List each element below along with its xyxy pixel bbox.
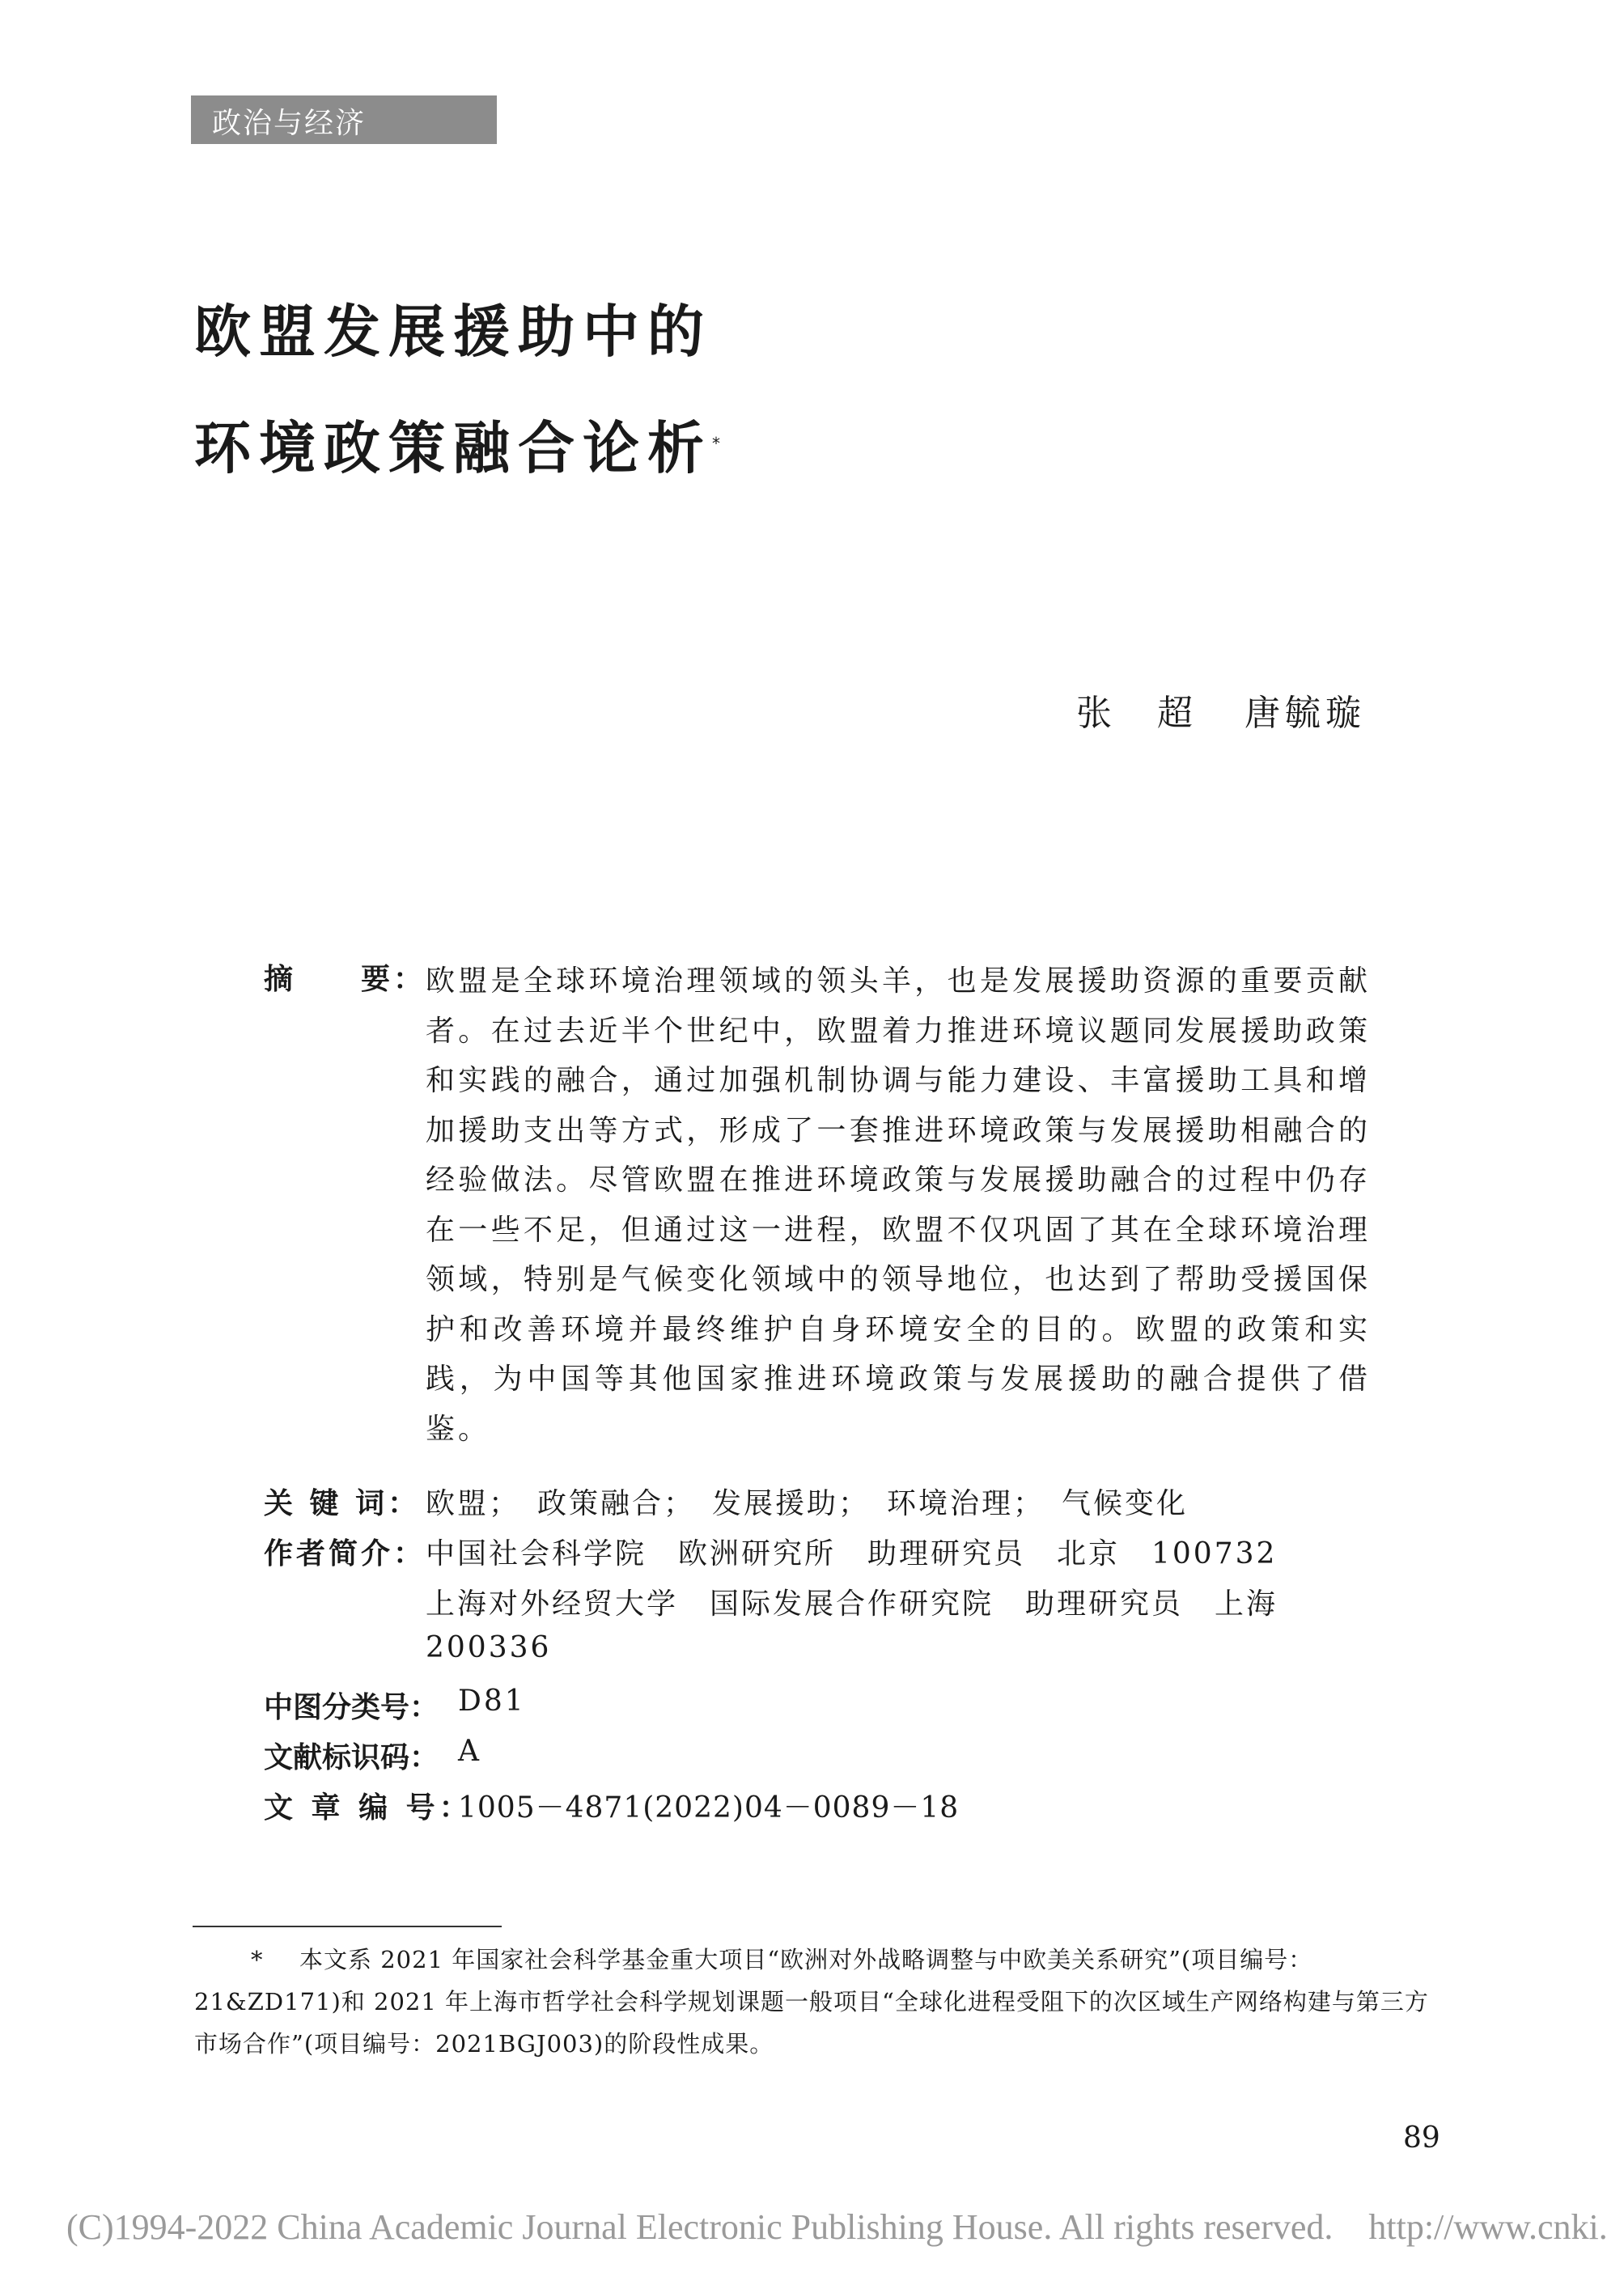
section-tag-label: 政治与经济 <box>212 107 367 140</box>
document-code-value: A <box>458 1735 481 1768</box>
article-number-value: 1005－4871(2022)04－0089－18 <box>458 1791 960 1825</box>
footnote <box>194 1939 1437 2065</box>
page-number: 89 <box>1403 2121 1440 2155</box>
article-number-label: 文 章 编 号： <box>264 1791 473 1825</box>
abstract-label: 摘 要： <box>264 963 426 996</box>
footnote-divider <box>193 1926 502 1927</box>
author-list <box>1076 684 1397 735</box>
author-info-line-1: 中国社会科学院 欧洲研究所 助理研究员 北京 100732 <box>426 1537 1278 1570</box>
section-tag <box>191 95 497 144</box>
abstract-text: 欧盟是全球环境治理领域的领头羊，也是发展援助资源的重要贡献者。在过去近半个世纪中，欧盟着力推进环境议题同发展援助政策和实践的融合，通过加强机制协调与能力建设、丰富援助工具和增加援助支出等方式，形成了一套推进环境政策与发展援助相融合的经验做法。尽管欧盟在推进环境政策与发展援助融合的过程中仍存在一些不足，但通过这一进程，欧盟不仅巩固了其在全球环境治理领域，特别是气候变化领域中的领导地位，也达到了帮助受援国保护和改善环境并最终维护自身环境安全的目的。欧盟的政策和实践，为中国等其他国家推进环境政策与发展援助的融合提供了借鉴。 <box>426 964 1371 1446</box>
keywords-text: 欧盟； 政策融合； 发展援助； 环境治理； 气候变化 <box>426 1487 1189 1520</box>
article-title <box>194 273 720 506</box>
copyright-watermark: (C)1994-2022 China Academic Journal Electronic Publishing House. All rights reserved. http://www.cnki. <box>66 2207 1608 2247</box>
author-1: 张 超 <box>1076 693 1198 734</box>
author-2: 唐毓璇 <box>1245 693 1366 734</box>
title-line-2 <box>194 390 720 506</box>
document-code-label: 文献标识码： <box>264 1741 439 1774</box>
author-info-line-3: 200336 <box>426 1631 552 1664</box>
classification-value: D81 <box>458 1685 526 1718</box>
classification-label: 中图分类号： <box>264 1691 439 1724</box>
title-line-1: 欧盟发展援助中的 <box>194 299 712 365</box>
author-info-label: 作者简介： <box>264 1537 426 1570</box>
author-info-line-2: 上海对外经贸大学 国际发展合作研究院 助理研究员 上海 <box>426 1587 1278 1621</box>
footnote-mark: * <box>251 1946 264 1973</box>
title-footnote-mark: * <box>712 434 720 453</box>
keywords-label: 关 键 词： <box>264 1487 421 1520</box>
footnote-text: 本文系 2021 年国家社会科学基金重大项目“欧洲对外战略调整与中欧美关系研究”(项目编号：21&ZD171)和 2021 年上海市哲学社会科学规划课题一般项目“全球化进程受阻下的次区域生产网络构建与第三方市场合作”(项目编号：2021BGJ003)的阶段性成果。 <box>194 1946 1429 2058</box>
title-line-2-text: 环境政策融合论析 <box>194 415 712 481</box>
